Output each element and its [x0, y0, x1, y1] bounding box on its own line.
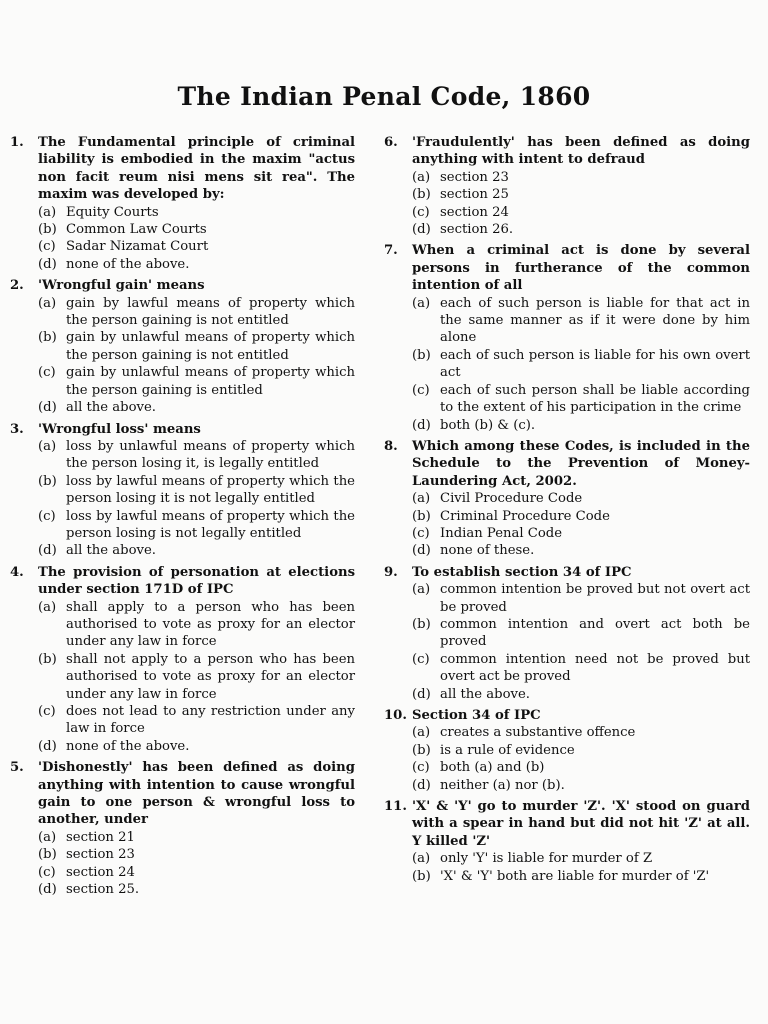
option-text: Criminal Procedure Code [440, 508, 610, 524]
option-label: (c) [412, 204, 430, 220]
option-label: (d) [412, 222, 431, 238]
option-label: (c) [38, 864, 56, 880]
option-text: 'X' & 'Y' both are liable for murder of 'Z' [440, 868, 710, 884]
option-label: (a) [38, 599, 57, 615]
answer-option [38, 329, 355, 364]
answer-option [412, 759, 750, 776]
option-label: (d) [412, 777, 431, 793]
option-label: (a) [38, 295, 57, 311]
question-text: When a criminal act is done by several persons in furtherance of the common intention of all [412, 243, 750, 294]
answer-option [412, 742, 750, 759]
option-text: neither (a) nor (b). [440, 777, 565, 793]
option-label: (b) [412, 742, 431, 758]
answer-option [38, 829, 355, 846]
option-label: (d) [38, 256, 57, 272]
option-text: Sadar Nizamat Court [66, 239, 209, 255]
question-2 [10, 277, 355, 416]
option-label: (b) [412, 187, 431, 203]
option-label: (d) [38, 400, 57, 416]
option-label: (a) [412, 295, 431, 311]
answer-option [412, 542, 750, 559]
option-text: none of these. [440, 543, 535, 559]
answer-option [38, 846, 355, 863]
option-text: section 21 [66, 829, 135, 845]
option-label: (b) [412, 868, 431, 884]
question-text: 'Dishonestly' has been defined as doing anything with intention to cause wrongful gain to one person & wrongful loss to another, under [38, 760, 355, 828]
option-text: creates a substantive offence [440, 725, 636, 741]
right-column [384, 134, 750, 889]
question-number: 7. [384, 243, 398, 259]
answer-option [412, 221, 750, 238]
option-label: (c) [412, 760, 430, 776]
answer-option [38, 542, 355, 559]
option-text: section 23 [66, 847, 135, 863]
question-number: 2. [10, 278, 24, 294]
question-text: The provision of personation at elections under section 171D of IPC [38, 564, 355, 598]
answer-option [38, 738, 355, 755]
question-text: To establish section 34 of IPC [412, 564, 632, 580]
answer-option [38, 204, 355, 221]
question-text: 'X' & 'Y' go to murder 'Z'. 'X' stood on guard with a spear in hand but did not hit 'Z' at all. Y killed 'Z' [412, 799, 750, 849]
option-text: section 23 [440, 169, 509, 185]
option-label: (c) [412, 525, 430, 541]
question-5 [10, 759, 355, 898]
option-label: (b) [412, 616, 431, 632]
question-number: 3. [10, 421, 24, 437]
option-text: only 'Y' is liable for murder of Z [440, 851, 653, 867]
option-text: each of such person is liable for his own overt act [440, 347, 750, 381]
option-label: (b) [38, 222, 57, 238]
answer-option [412, 868, 750, 885]
question-text: 'Wrongful gain' means [38, 278, 205, 294]
option-text: loss by lawful means of property which the person losing is not legally entitled [66, 508, 355, 541]
option-text: common intention and overt act both be proved [440, 616, 750, 650]
option-text: all the above. [66, 543, 156, 559]
question-number: 9. [384, 564, 398, 580]
question-9 [384, 564, 750, 703]
option-label: (b) [38, 651, 57, 667]
option-text: each of such person is liable for that act in the same manner as if it were done by him alone [440, 295, 750, 346]
answer-option [412, 186, 750, 203]
answer-option [412, 777, 750, 794]
answer-option [412, 616, 750, 651]
option-label: (c) [38, 239, 56, 255]
answer-option [38, 438, 355, 473]
option-text: all the above. [66, 400, 156, 416]
page-title: The Indian Penal Code, 1860 [177, 82, 591, 111]
answer-option [412, 581, 750, 616]
option-text: gain by unlawful means of property which the person gaining is not entitled [66, 330, 355, 363]
question-number: 8. [384, 438, 398, 454]
answer-option [412, 525, 750, 542]
option-text: loss by lawful means of property which the person losing it is not legally entitled [66, 473, 355, 507]
option-text: each of such person shall be liable according to the extent of his participation in the crime [440, 382, 750, 416]
question-text: The Fundamental principle of criminal liability is embodied in the maxim "actus non facit reum nisi mens sit rea". The maxim was developed by: [38, 135, 355, 203]
question-number: 5. [10, 760, 24, 776]
option-label: (b) [38, 330, 57, 346]
option-text: section 26. [440, 222, 514, 238]
option-label: (a) [412, 725, 431, 741]
answer-option [38, 508, 355, 543]
option-text: common intention be proved but not overt act be proved [440, 582, 750, 615]
option-label: (d) [412, 417, 431, 433]
question-number: 11. [384, 799, 407, 815]
answer-option [412, 686, 750, 703]
answer-option [38, 295, 355, 330]
answer-option [38, 364, 355, 399]
answer-option [412, 651, 750, 686]
answer-option [412, 490, 750, 507]
question-6 [384, 134, 750, 238]
option-text: both (a) and (b) [440, 760, 545, 776]
question-4 [10, 564, 355, 755]
option-label: (b) [38, 847, 57, 863]
option-label: (d) [38, 543, 57, 559]
question-7 [384, 242, 750, 433]
option-label: (a) [412, 491, 431, 507]
option-label: (c) [38, 365, 56, 381]
option-text: common intention need not be proved but overt act be proved [440, 651, 750, 685]
option-label: (a) [38, 829, 57, 845]
question-number: 4. [10, 564, 24, 580]
answer-option [38, 221, 355, 238]
answer-option [412, 347, 750, 382]
question-1 [10, 134, 355, 273]
answer-option [38, 881, 355, 898]
answer-option [38, 399, 355, 416]
question-10 [384, 707, 750, 794]
option-label: (b) [38, 473, 57, 489]
answer-option [38, 703, 355, 738]
option-text: gain by lawful means of property which the person gaining is not entitled [66, 295, 355, 329]
answer-option [38, 864, 355, 881]
option-text: section 24 [440, 204, 509, 220]
option-text: gain by unlawful means of property which the person gaining is entitled [66, 365, 355, 398]
question-text: 'Fraudulently' has been defined as doing anything with intent to defraud [412, 135, 750, 168]
question-number: 10. [384, 708, 407, 723]
option-label: (b) [412, 508, 431, 524]
option-text: section 24 [66, 864, 135, 880]
option-label: (b) [412, 347, 431, 363]
option-text: all the above. [440, 686, 530, 702]
option-text: section 25. [66, 882, 140, 898]
answer-option [412, 724, 750, 741]
answer-option [38, 473, 355, 508]
option-label: (a) [38, 438, 57, 454]
option-label: (c) [412, 382, 430, 398]
answer-option [412, 508, 750, 525]
option-label: (c) [412, 651, 430, 667]
question-3 [10, 421, 355, 560]
answer-option [412, 295, 750, 347]
option-text: Common Law Courts [66, 222, 207, 238]
answer-option [38, 238, 355, 255]
option-label: (d) [38, 738, 57, 754]
option-label: (a) [412, 582, 431, 598]
question-text: Which among these Codes, is included in the Schedule to the Prevention of Money-Laundering Act, 2002. [412, 438, 750, 489]
answer-option [38, 651, 355, 703]
question-11 [384, 798, 750, 885]
answer-option [412, 204, 750, 221]
option-label: (d) [38, 882, 57, 898]
answer-option [38, 599, 355, 651]
option-text: loss by unlawful means of property which the person losing it, is legally entitled [66, 438, 355, 472]
question-text: Section 34 of IPC [412, 708, 541, 723]
question-8 [384, 438, 750, 560]
left-column [10, 134, 355, 902]
option-text: shall not apply to a person who has been authorised to vote as proxy for an elector under any law in force [66, 651, 355, 702]
option-label: (a) [412, 851, 431, 867]
answer-option [38, 256, 355, 273]
option-text: both (b) & (c). [440, 417, 536, 433]
answer-option [412, 850, 750, 867]
option-text: none of the above. [66, 738, 190, 754]
option-text: section 25 [440, 187, 509, 203]
option-label: (d) [412, 543, 431, 559]
answer-option [412, 382, 750, 417]
option-label: (a) [38, 204, 57, 220]
question-number: 6. [384, 135, 398, 150]
answer-option [412, 169, 750, 186]
option-label: (a) [412, 169, 431, 185]
answer-option [412, 417, 750, 434]
option-text: none of the above. [66, 256, 190, 272]
option-text: does not lead to any restriction under any law in force [66, 704, 355, 737]
option-text: Civil Procedure Code [440, 491, 583, 507]
option-text: Equity Courts [66, 204, 159, 220]
option-label: (c) [38, 704, 56, 719]
question-text: 'Wrongful loss' means [38, 421, 201, 437]
option-text: shall apply to a person who has been authorised to vote as proxy for an elector under any law in force [66, 599, 355, 650]
option-text: is a rule of evidence [440, 742, 575, 758]
question-number: 1. [10, 135, 24, 150]
option-text: Indian Penal Code [440, 525, 563, 541]
option-label: (c) [38, 508, 56, 524]
option-label: (d) [412, 686, 431, 702]
